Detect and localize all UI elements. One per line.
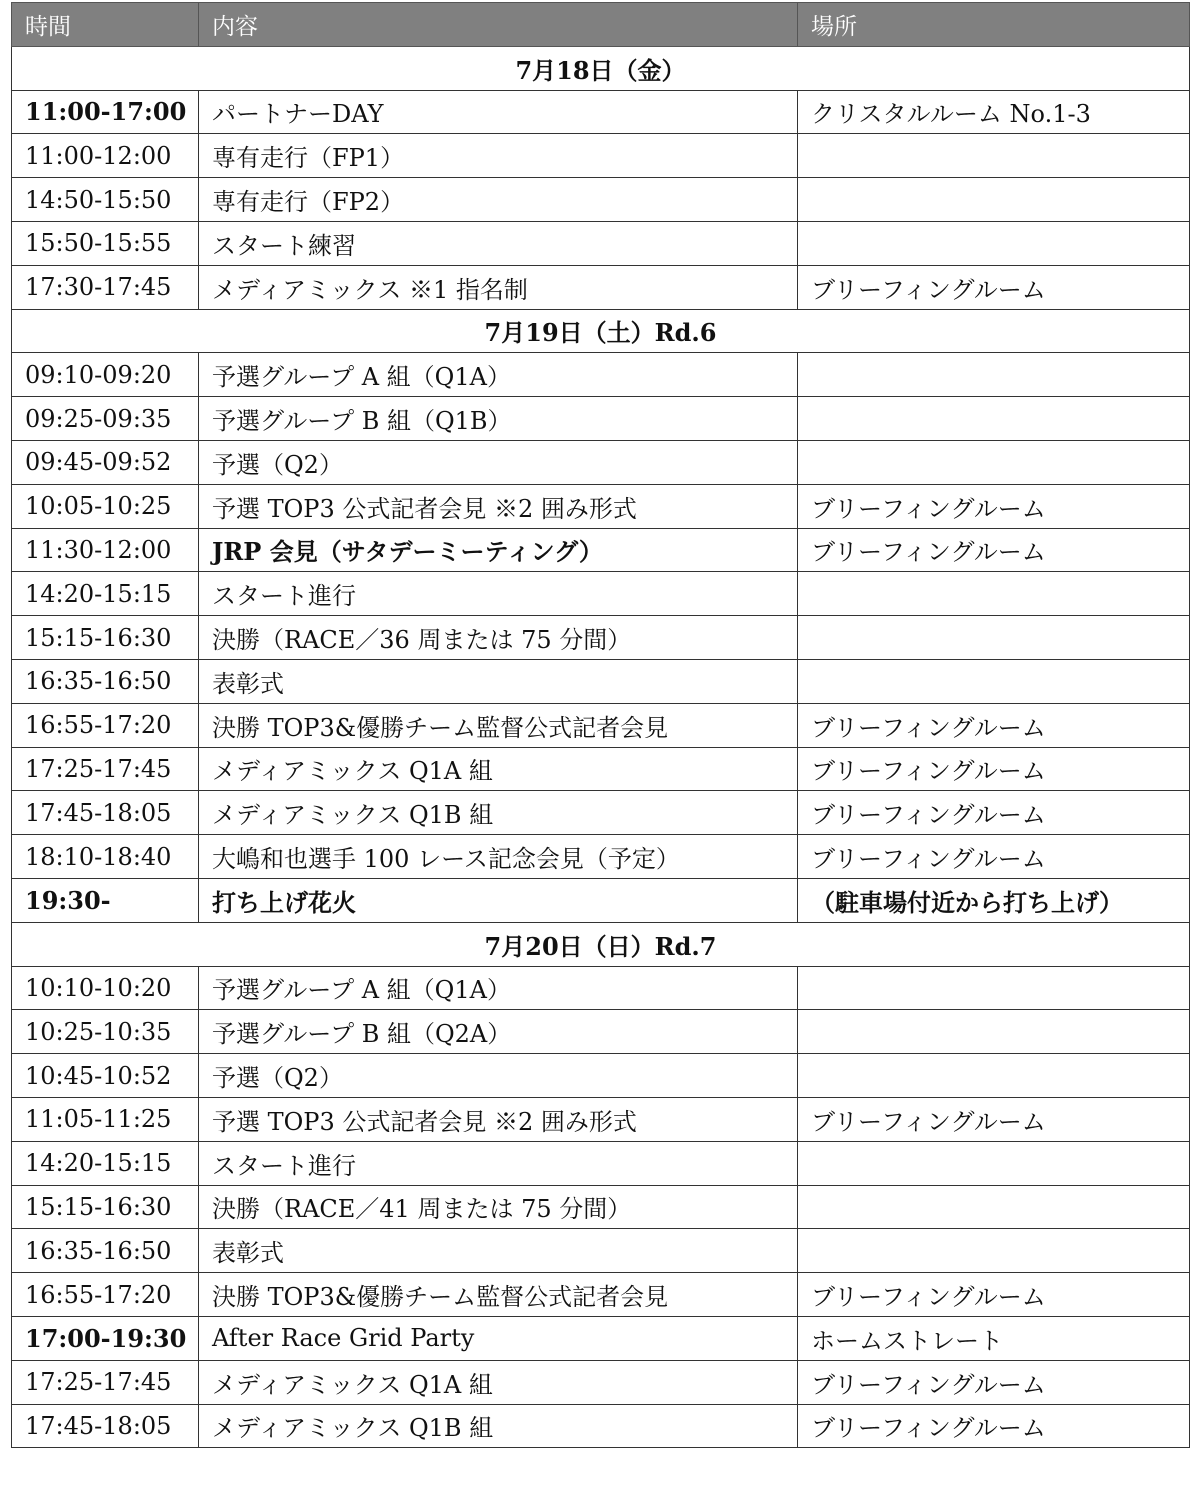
- header-place: 場所: [798, 3, 1190, 47]
- content-cell: 表彰式: [199, 659, 798, 703]
- content-cell: 予選 TOP3 公式記者会見 ※2 囲み形式: [199, 484, 798, 528]
- content-cell: メディアミックス Q1A 組: [199, 747, 798, 791]
- time-cell: 17:00-19:30: [12, 1316, 199, 1360]
- place-cell: ブリーフィングルーム: [798, 1097, 1190, 1141]
- table-row: [12, 1010, 1190, 1054]
- content-cell: 予選（Q2）: [199, 1054, 798, 1098]
- place-cell: [798, 659, 1190, 703]
- content-cell: メディアミックス Q1A 組: [199, 1360, 798, 1404]
- table-row: [12, 966, 1190, 1010]
- place-cell: [798, 178, 1190, 222]
- content-cell: 大嶋和也選手 100 レース記念会見（予定）: [199, 835, 798, 879]
- time-cell: 17:45-18:05: [12, 1404, 199, 1448]
- content-cell: 表彰式: [199, 1229, 798, 1273]
- time-cell: 15:15-16:30: [12, 1185, 199, 1229]
- time-cell: 17:45-18:05: [12, 791, 199, 835]
- day-header-row: [12, 46, 1190, 90]
- place-cell: ブリーフィングルーム: [798, 791, 1190, 835]
- table-row: [12, 1316, 1190, 1360]
- table-row: [12, 1404, 1190, 1448]
- content-cell: 専有走行（FP2）: [199, 178, 798, 222]
- time-cell: 18:10-18:40: [12, 835, 199, 879]
- place-cell: [798, 440, 1190, 484]
- schedule-table: [11, 2, 1190, 1448]
- content-cell: スタート練習: [199, 221, 798, 265]
- table-row: [12, 1097, 1190, 1141]
- time-cell: 14:20-15:15: [12, 1141, 199, 1185]
- content-cell: 予選グループ B 組（Q2A）: [199, 1010, 798, 1054]
- time-cell: 15:50-15:55: [12, 221, 199, 265]
- content-cell: 決勝 TOP3&優勝チーム監督公式記者会見: [199, 703, 798, 747]
- header-content: 内容: [199, 3, 798, 47]
- table-row: [12, 1054, 1190, 1098]
- place-cell: [798, 1054, 1190, 1098]
- place-cell: ブリーフィングルーム: [798, 835, 1190, 879]
- time-cell: 11:00-12:00: [12, 134, 199, 178]
- place-cell: ブリーフィングルーム: [798, 747, 1190, 791]
- table-row: [12, 440, 1190, 484]
- time-cell: 09:25-09:35: [12, 397, 199, 441]
- table-body: [12, 46, 1190, 1448]
- content-cell: 専有走行（FP1）: [199, 134, 798, 178]
- place-cell: [798, 966, 1190, 1010]
- table-row: [12, 1141, 1190, 1185]
- place-cell: [798, 616, 1190, 660]
- table-row: [12, 572, 1190, 616]
- place-cell: [798, 134, 1190, 178]
- time-cell: 17:25-17:45: [12, 747, 199, 791]
- table-row: [12, 878, 1190, 922]
- content-cell: スタート進行: [199, 1141, 798, 1185]
- content-cell: 予選（Q2）: [199, 440, 798, 484]
- table-row: [12, 90, 1190, 134]
- place-cell: ブリーフィングルーム: [798, 265, 1190, 309]
- time-cell: 14:20-15:15: [12, 572, 199, 616]
- time-cell: 14:50-15:50: [12, 178, 199, 222]
- content-cell: 予選グループ A 組（Q1A）: [199, 353, 798, 397]
- place-cell: [798, 397, 1190, 441]
- time-cell: 16:35-16:50: [12, 1229, 199, 1273]
- time-cell: 17:25-17:45: [12, 1360, 199, 1404]
- place-cell: ブリーフィングルーム: [798, 1273, 1190, 1317]
- place-cell: [798, 221, 1190, 265]
- time-cell: 15:15-16:30: [12, 616, 199, 660]
- table-header: [12, 3, 1190, 47]
- place-cell: [798, 1010, 1190, 1054]
- content-cell: 予選グループ B 組（Q1B）: [199, 397, 798, 441]
- table-row: [12, 484, 1190, 528]
- time-cell: 11:05-11:25: [12, 1097, 199, 1141]
- table-row: [12, 134, 1190, 178]
- time-cell: 10:45-10:52: [12, 1054, 199, 1098]
- table-row: [12, 397, 1190, 441]
- time-cell: 17:30-17:45: [12, 265, 199, 309]
- content-cell: メディアミックス ※1 指名制: [199, 265, 798, 309]
- table-row: [12, 178, 1190, 222]
- place-cell: ブリーフィングルーム: [798, 1360, 1190, 1404]
- content-cell: 決勝（RACE／36 周または 75 分間）: [199, 616, 798, 660]
- table-row: [12, 616, 1190, 660]
- table-row: [12, 659, 1190, 703]
- time-cell: 10:10-10:20: [12, 966, 199, 1010]
- time-cell: 19:30-: [12, 878, 199, 922]
- day-label: 7月20日（日）Rd.7: [12, 922, 1190, 966]
- time-cell: 16:35-16:50: [12, 659, 199, 703]
- table-row: [12, 1360, 1190, 1404]
- content-cell: After Race Grid Party: [199, 1316, 798, 1360]
- header-row: [12, 3, 1190, 47]
- place-cell: [798, 572, 1190, 616]
- place-cell: ブリーフィングルーム: [798, 484, 1190, 528]
- place-cell: [798, 1141, 1190, 1185]
- place-cell: （駐車場付近から打ち上げ）: [798, 878, 1190, 922]
- time-cell: 09:45-09:52: [12, 440, 199, 484]
- table-row: [12, 791, 1190, 835]
- content-cell: JRP 会見（サタデーミーティング）: [199, 528, 798, 572]
- table-row: [12, 1229, 1190, 1273]
- time-cell: 16:55-17:20: [12, 1273, 199, 1317]
- place-cell: ホームストレート: [798, 1316, 1190, 1360]
- place-cell: ブリーフィングルーム: [798, 528, 1190, 572]
- content-cell: 打ち上げ花火: [199, 878, 798, 922]
- day-header-row: [12, 309, 1190, 353]
- place-cell: ブリーフィングルーム: [798, 703, 1190, 747]
- day-header-row: [12, 922, 1190, 966]
- place-cell: [798, 1229, 1190, 1273]
- content-cell: 予選グループ A 組（Q1A）: [199, 966, 798, 1010]
- content-cell: 決勝（RACE／41 周または 75 分間）: [199, 1185, 798, 1229]
- table-row: [12, 835, 1190, 879]
- place-cell: [798, 353, 1190, 397]
- content-cell: 予選 TOP3 公式記者会見 ※2 囲み形式: [199, 1097, 798, 1141]
- schedule-document: [11, 2, 1189, 1448]
- table-row: [12, 747, 1190, 791]
- table-row: [12, 1185, 1190, 1229]
- header-time: 時間: [12, 3, 199, 47]
- place-cell: ブリーフィングルーム: [798, 1404, 1190, 1448]
- day-label: 7月19日（土）Rd.6: [12, 309, 1190, 353]
- table-row: [12, 265, 1190, 309]
- place-cell: [798, 1185, 1190, 1229]
- time-cell: 11:00-17:00: [12, 90, 199, 134]
- content-cell: スタート進行: [199, 572, 798, 616]
- table-row: [12, 221, 1190, 265]
- table-row: [12, 528, 1190, 572]
- time-cell: 16:55-17:20: [12, 703, 199, 747]
- day-label: 7月18日（金）: [12, 46, 1190, 90]
- time-cell: 10:25-10:35: [12, 1010, 199, 1054]
- content-cell: パートナーDAY: [199, 90, 798, 134]
- content-cell: 決勝 TOP3&優勝チーム監督公式記者会見: [199, 1273, 798, 1317]
- table-row: [12, 1273, 1190, 1317]
- table-row: [12, 353, 1190, 397]
- place-cell: クリスタルルーム No.1-3: [798, 90, 1190, 134]
- time-cell: 09:10-09:20: [12, 353, 199, 397]
- time-cell: 10:05-10:25: [12, 484, 199, 528]
- content-cell: メディアミックス Q1B 組: [199, 1404, 798, 1448]
- table-row: [12, 703, 1190, 747]
- time-cell: 11:30-12:00: [12, 528, 199, 572]
- content-cell: メディアミックス Q1B 組: [199, 791, 798, 835]
